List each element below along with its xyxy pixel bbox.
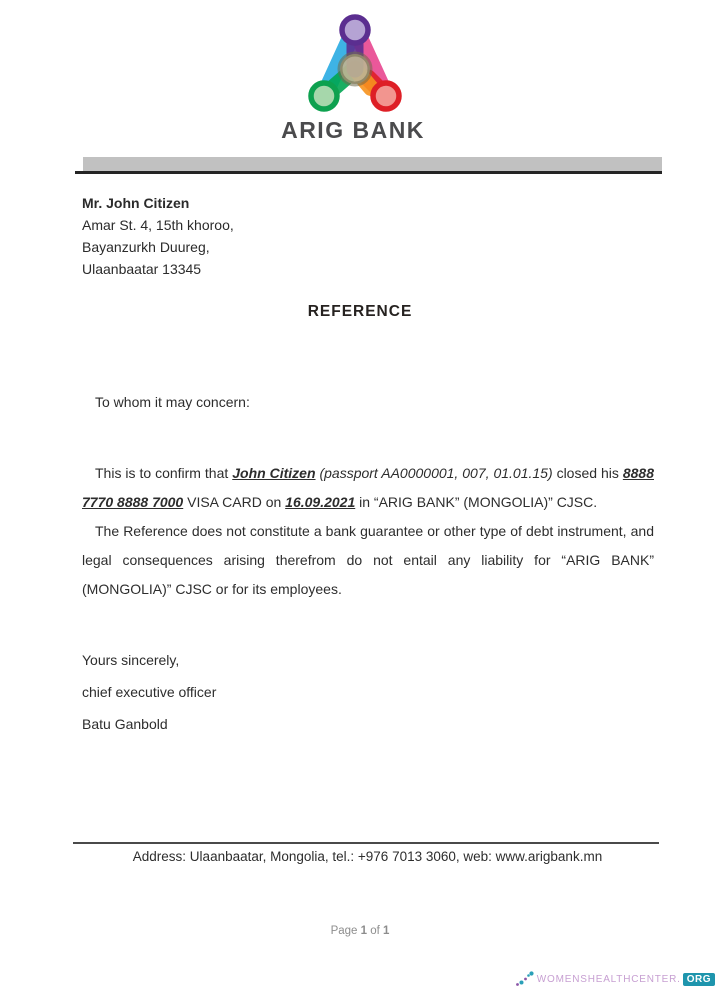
recipient-address-line-3: Ulaanbaatar 13345	[82, 261, 202, 277]
page-number-current: 1	[360, 925, 368, 937]
signature-block	[82, 650, 216, 746]
watermark-tld-badge: ORG	[683, 973, 715, 986]
paragraph-disclaimer: The Reference does not constitute a bank guarantee or other type of debt instrument, and legal consequences arising therefrom do not entail any liability for “ARIG BANK” (MONGOLIA)” CJSC or for its employees.	[82, 523, 654, 597]
card-number: 8888 7770 8888 7000	[82, 465, 654, 510]
para1-text: closed his	[552, 465, 623, 481]
paragraph-confirmation	[82, 459, 654, 517]
passport-details: (passport AA0000001, 007, 01.01.15)	[315, 465, 553, 481]
closing: Yours sincerely,	[82, 652, 180, 668]
page-number	[0, 925, 720, 937]
arig-bank-logo-icon	[297, 12, 409, 112]
bank-name: ARIG BANK	[281, 117, 425, 143]
salutation: To whom it may concern:	[95, 394, 250, 410]
letter-body	[82, 459, 654, 604]
page-number-separator: of	[367, 925, 384, 937]
footer-rule	[73, 842, 659, 844]
watermark-dots-icon	[515, 971, 535, 988]
para1-text: VISA CARD on	[183, 494, 286, 510]
page-number-prefix: Page	[330, 925, 361, 937]
header-rule	[75, 157, 662, 174]
page-number-total: 1	[383, 925, 390, 937]
letterhead	[0, 12, 713, 143]
header-rule-gray-bar	[83, 157, 662, 171]
recipient-address-line-2: Bayanzurkh Duureg,	[82, 239, 210, 255]
letter-title: REFERENCE	[307, 303, 413, 320]
site-watermark	[515, 971, 715, 988]
signer-title: chief executive officer	[82, 684, 217, 700]
para1-text: This is to confirm that	[95, 465, 233, 481]
recipient-address-block	[82, 192, 234, 280]
para1-text: in “ARIG BANK” (MONGOLIA)” CJSC.	[355, 494, 598, 510]
closure-date: 16.09.2021	[285, 494, 356, 510]
watermark-site-text: WOMENSHEALTHCENTER.	[536, 974, 681, 985]
signer-name: Batu Ganbold	[82, 716, 168, 732]
footer-address: Address: Ulaanbaatar, Mongolia, tel.: +976 7013 3060, web: www.arigbank.mn	[132, 849, 603, 864]
client-name: John Citizen	[232, 465, 316, 481]
recipient-address-line-1: Amar St. 4, 15th khoroo,	[82, 217, 234, 233]
recipient-name: Mr. John Citizen	[82, 195, 190, 211]
